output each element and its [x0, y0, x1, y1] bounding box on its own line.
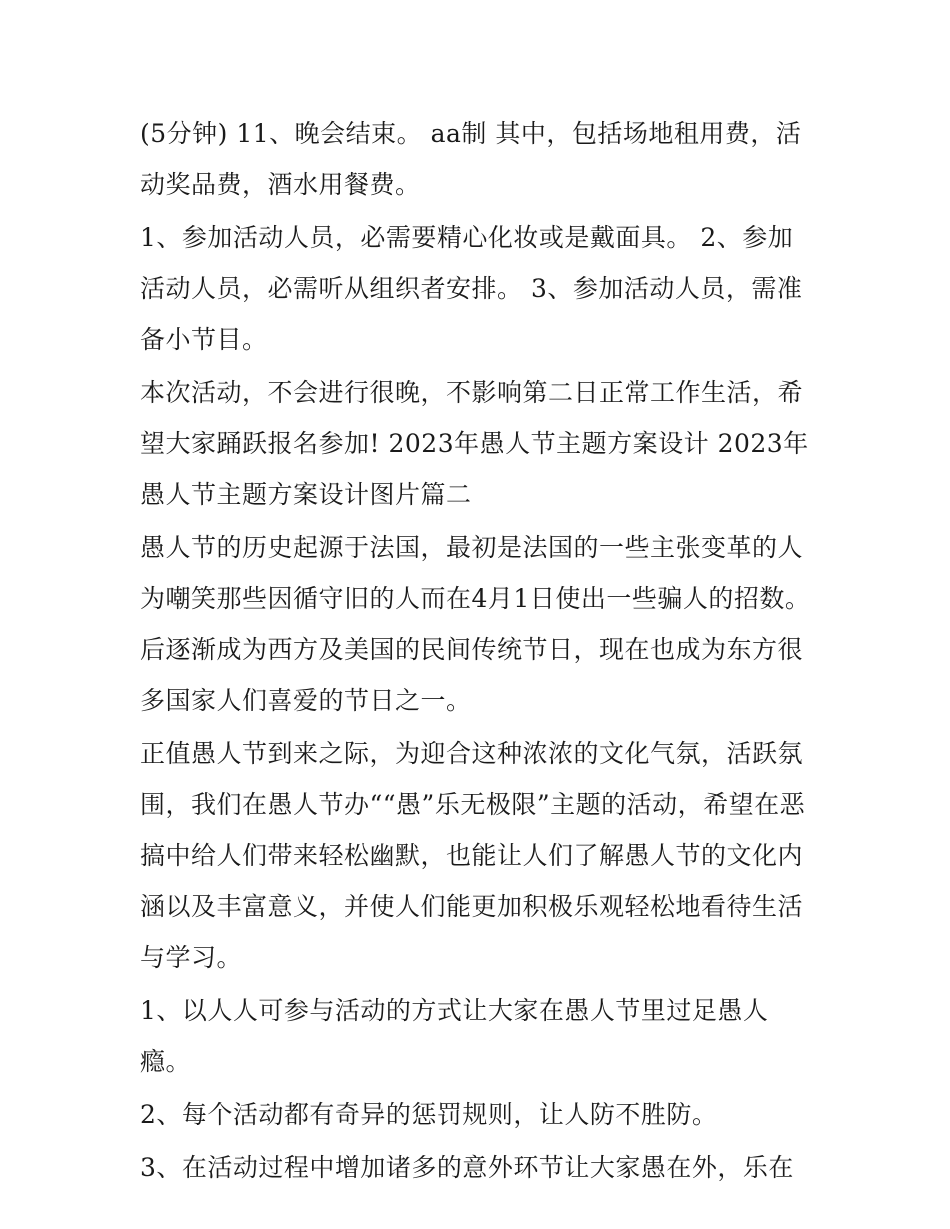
document-body	[140, 108, 812, 1195]
paragraph-activity-purpose: 正值愚人节到来之际，为迎合这种浓浓的文化气氛，活跃氛围，我们在愚人节办““愚”乐无极限”主题的活动，希望在恶搞中给人们带来轻松幽默，也能让人们了解愚人节的文化内涵以及丰富意义，并使人们能更加积极乐观轻松地看待生活与学习。	[140, 739, 806, 972]
paragraph-participant-rules: 1、参加活动人员，必需要精心化妆或是戴面具。 2、参加活动人员，必需听从组织者安排。 3、参加活动人员，需准备小节目。	[140, 223, 803, 354]
paragraph-activity-end-costs: (5分钟) 11、晚会结束。 aa制 其中，包括场地租用费，活动奖品费，酒水用餐费。	[140, 119, 802, 199]
paragraph-goal-2: 2、每个活动都有奇异的惩罚规则，让人防不胜防。	[140, 1100, 718, 1129]
paragraph-goal-3: 3、在活动过程中增加诸多的意外环节让大家愚在外，乐在	[140, 1153, 794, 1182]
paragraph-goal-1: 1、以人人可参与活动的方式让大家在愚人节里过足愚人瘾。	[140, 996, 769, 1076]
paragraph-april-fools-history: 愚人节的历史起源于法国，最初是法国的一些主张变革的人为嘲笑那些因循守旧的人而在4月1日使出一些骗人的招数。后逐渐成为西方及美国的民间传统节日，现在也成为东方很多国家人们喜爱的节日之一。	[140, 533, 811, 715]
paragraph-activity-notice: 本次活动，不会进行很晚，不影响第二日正常工作生活，希望大家踊跃报名参加! 2023年愚人节主题方案设计 2023年愚人节主题方案设计图片篇二	[140, 378, 809, 509]
